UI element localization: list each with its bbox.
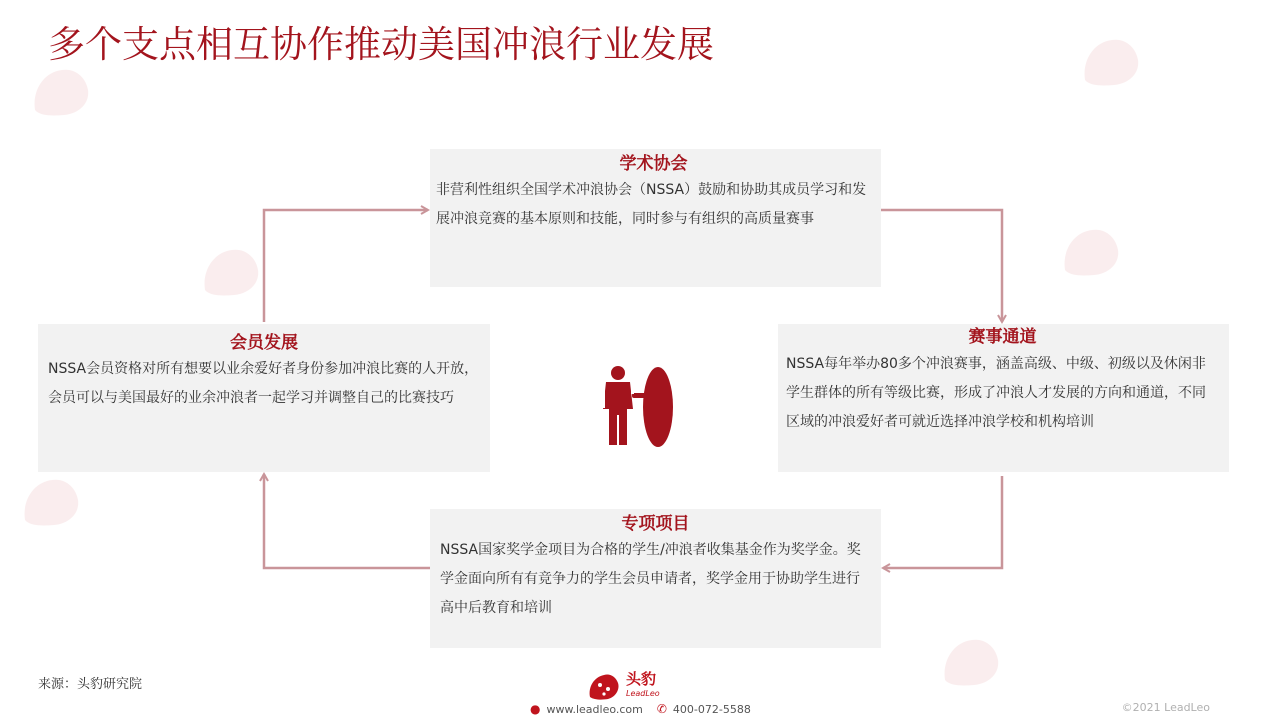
surfer-with-surfboard-icon: [592, 365, 684, 447]
phone-icon: ✆: [656, 702, 667, 716]
node-events-text: NSSA每年举办80多个冲浪赛事，涵盖高级、中级、初级以及休闲非学生群体的所有等级比赛，形成了冲浪人才发展的方向和通道，不同区域的冲浪爱好者可就近选择冲浪学校和机构培训: [786, 356, 1206, 430]
node-academic-association: [430, 149, 881, 287]
arrow-academic-to-events: [881, 210, 1002, 322]
footer-website[interactable]: www.leadleo.com: [546, 702, 643, 716]
footer-logo-subtext: LeadLeo: [626, 689, 660, 698]
arrow-members-to-academic: [264, 210, 428, 322]
node-special-program: [430, 509, 881, 648]
source-note: 来源：头豹研究院: [38, 677, 143, 692]
node-event-channel: [778, 324, 1229, 472]
arrow-special-to-members: [264, 474, 430, 568]
globe-icon: ●: [530, 702, 541, 716]
footer-logo-text: 头豹: [626, 670, 657, 688]
copyright: ©2021 LeadLeo: [1121, 701, 1210, 714]
node-academic-text: 非营利性组织全国学术冲浪协会（NSSA）鼓励和协助其成员学习和发展冲浪竞赛的基本原则和技能，同时参与有组织的高质量赛事: [436, 182, 867, 227]
footer-logo: [586, 667, 696, 703]
node-member-development: [38, 324, 490, 472]
arrow-events-to-special: [883, 476, 1002, 568]
page-title: 多个支点相互协作推动美国冲浪行业发展: [48, 23, 714, 66]
node-members-text: NSSA会员资格对所有想要以业余爱好者身份参加冲浪比赛的人开放，会员可以与美国最好的业余冲浪者一起学习并调整自己的比赛技巧: [48, 361, 479, 406]
footer-phone: 400-072-5588: [672, 702, 751, 716]
node-special-title: 专项项目: [621, 514, 690, 534]
node-events-title: 赛事通道: [968, 327, 1037, 347]
node-academic-title: 学术协会: [619, 154, 688, 174]
node-special-text: NSSA国家奖学金项目为合格的学生/冲浪者收集基金作为奖学金。奖学金面向所有有竞争力的学生会员申请者，奖学金用于协助学生进行高中后教育和培训: [440, 542, 861, 616]
footer-contact: [530, 702, 751, 716]
node-members-title: 会员发展: [230, 333, 298, 353]
